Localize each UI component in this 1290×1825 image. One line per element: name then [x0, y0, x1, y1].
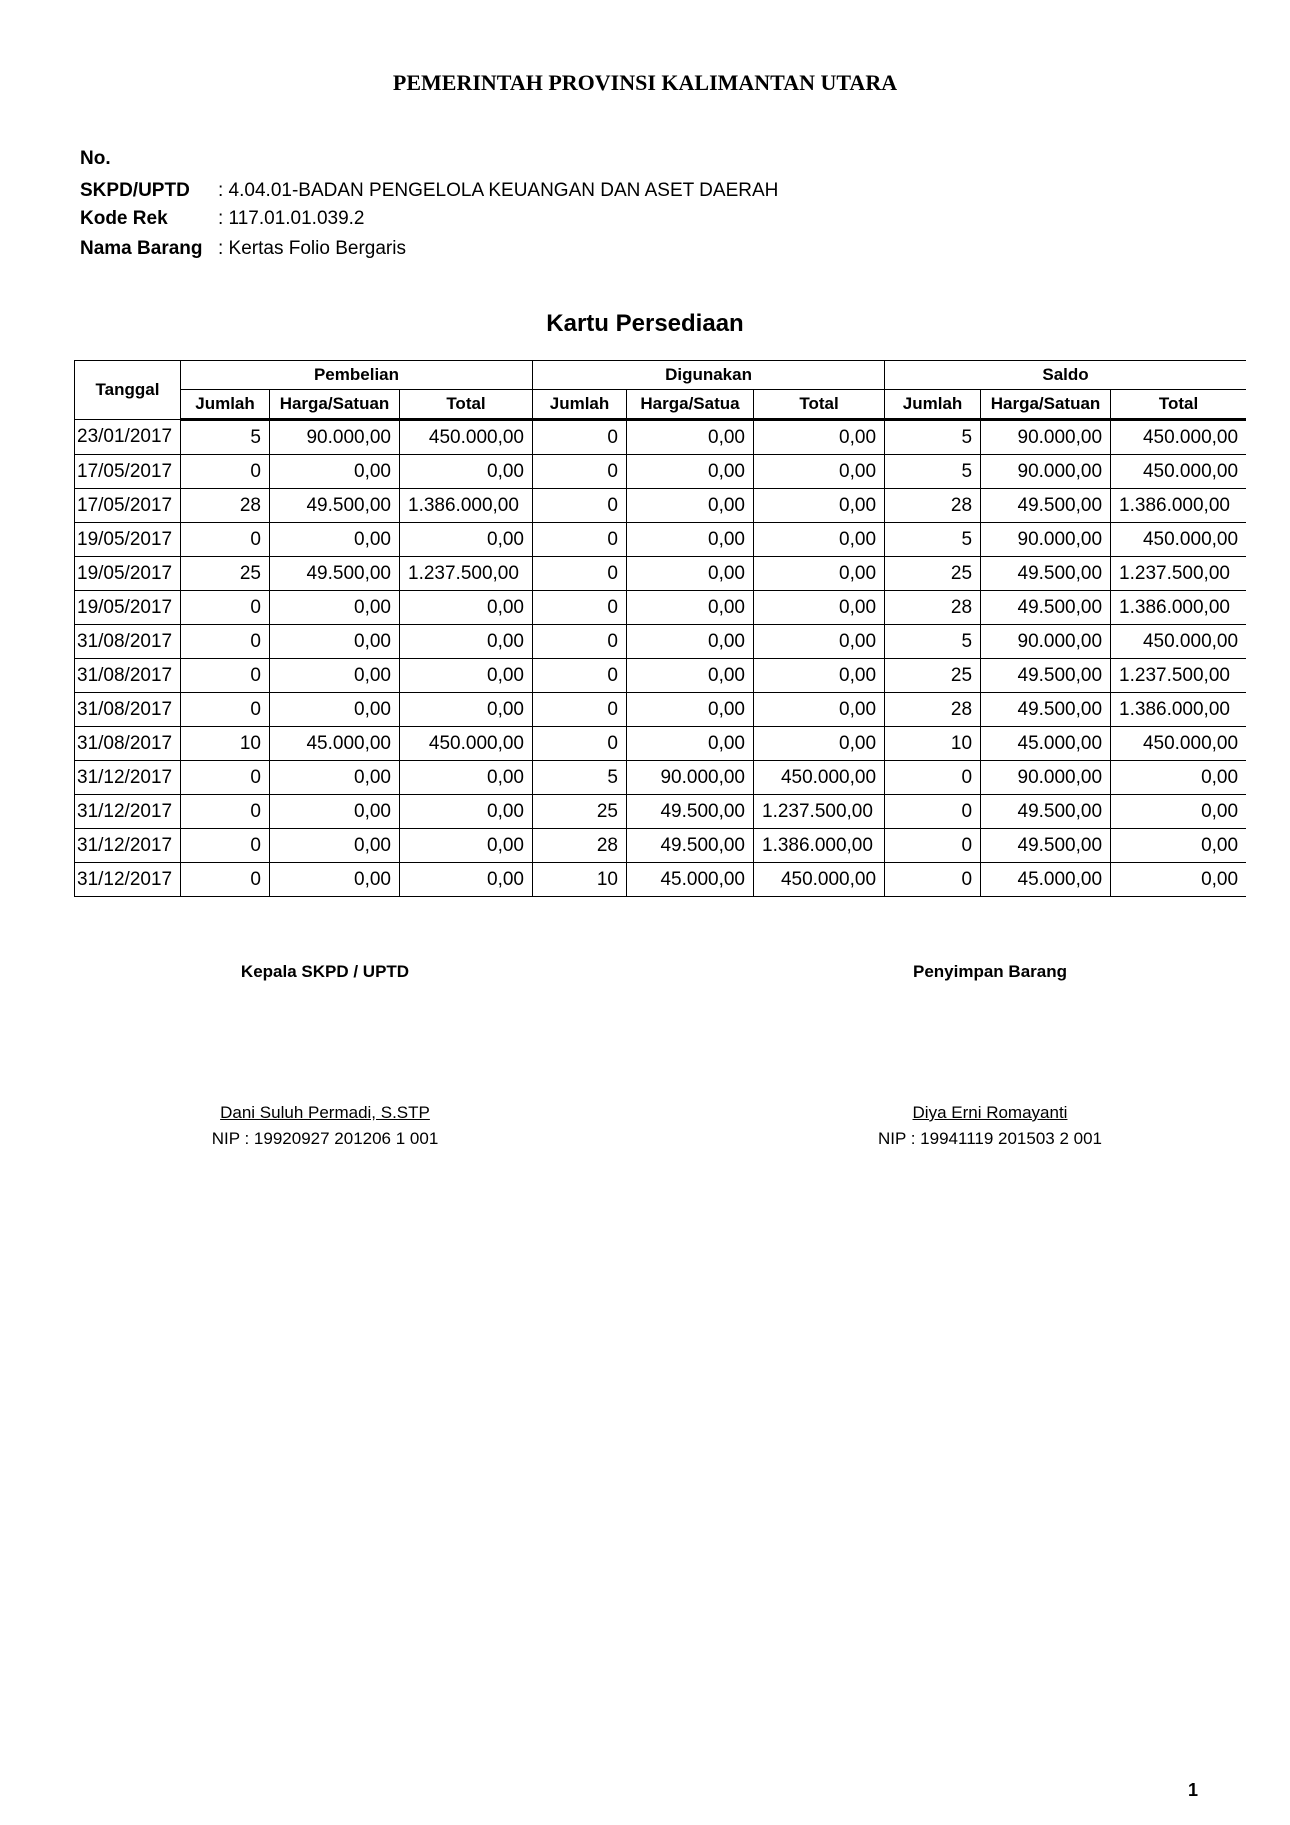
saldo-jumlah-cell: 5: [885, 420, 981, 455]
pembelian-jumlah-cell: 5: [181, 420, 270, 455]
pembelian-total-cell: 0,00: [400, 523, 533, 557]
pembelian-jumlah-cell: 0: [181, 659, 270, 693]
saldo-jumlah-cell: 28: [885, 489, 981, 523]
skpd-label: SKPD/UPTD: [80, 180, 190, 201]
saldo-total-cell: 1.386.000,00: [1111, 591, 1246, 625]
date-cell: 19/05/2017: [75, 591, 181, 625]
pembelian-total-header: Total: [400, 390, 533, 420]
digunakan-harga-cell: 0,00: [627, 727, 754, 761]
table-row: [75, 693, 1247, 727]
date-cell: 31/12/2017: [75, 829, 181, 863]
digunakan-total-cell: 0,00: [754, 591, 885, 625]
saldo-total-cell: 450.000,00: [1111, 625, 1246, 659]
saldo-header: Saldo: [885, 361, 1246, 390]
pembelian-jumlah-cell: 0: [181, 591, 270, 625]
digunakan-harga-cell: 0,00: [627, 557, 754, 591]
digunakan-jumlah-cell: 0: [533, 557, 627, 591]
table-body: [75, 420, 1247, 897]
digunakan-harga-cell: 0,00: [627, 693, 754, 727]
digunakan-jumlah-cell: 10: [533, 863, 627, 897]
table-row: [75, 455, 1247, 489]
digunakan-total-cell: 450.000,00: [754, 863, 885, 897]
digunakan-total-cell: 0,00: [754, 420, 885, 455]
nama-barang-value: : Kertas Folio Bergaris: [218, 238, 406, 259]
digunakan-jumlah-header: Jumlah: [533, 390, 627, 420]
pembelian-harga-cell: 0,00: [270, 693, 400, 727]
table-row: [75, 761, 1247, 795]
digunakan-harga-cell: 90.000,00: [627, 761, 754, 795]
pembelian-harga-header: Harga/Satuan: [270, 390, 400, 420]
saldo-total-header: Total: [1111, 390, 1246, 420]
table-row: [75, 829, 1247, 863]
saldo-jumlah-cell: 5: [885, 455, 981, 489]
digunakan-total-cell: 0,00: [754, 489, 885, 523]
digunakan-jumlah-cell: 0: [533, 625, 627, 659]
date-cell: 31/12/2017: [75, 795, 181, 829]
saldo-harga-cell: 90.000,00: [981, 523, 1111, 557]
table-subheader-row: [75, 390, 1247, 420]
pembelian-harga-cell: 90.000,00: [270, 420, 400, 455]
signature-left-name-block: [125, 1100, 525, 1152]
pembelian-total-cell: 1.237.500,00: [400, 557, 533, 591]
kepala-name: Dani Suluh Permadi, S.STP: [220, 1103, 430, 1122]
digunakan-total-header: Total: [754, 390, 885, 420]
saldo-harga-cell: 49.500,00: [981, 489, 1111, 523]
saldo-total-cell: 1.237.500,00: [1111, 557, 1246, 591]
digunakan-jumlah-cell: 28: [533, 829, 627, 863]
pembelian-total-cell: 0,00: [400, 455, 533, 489]
saldo-harga-cell: 49.500,00: [981, 591, 1111, 625]
pembelian-harga-cell: 0,00: [270, 795, 400, 829]
saldo-jumlah-cell: 5: [885, 625, 981, 659]
card-title: Kartu Persediaan: [546, 310, 744, 337]
penyimpan-title: Penyimpan Barang: [913, 962, 1067, 981]
digunakan-total-cell: 0,00: [754, 455, 885, 489]
date-cell: 31/08/2017: [75, 625, 181, 659]
tanggal-header: Tanggal: [75, 361, 181, 420]
date-cell: 17/05/2017: [75, 455, 181, 489]
pembelian-harga-cell: 49.500,00: [270, 557, 400, 591]
pembelian-jumlah-cell: 10: [181, 727, 270, 761]
saldo-jumlah-cell: 28: [885, 591, 981, 625]
saldo-total-cell: 0,00: [1111, 795, 1246, 829]
table-row: [75, 795, 1247, 829]
digunakan-total-cell: 1.386.000,00: [754, 829, 885, 863]
table-row: [75, 863, 1247, 897]
saldo-total-cell: 1.386.000,00: [1111, 489, 1246, 523]
digunakan-harga-cell: 0,00: [627, 591, 754, 625]
saldo-total-cell: 450.000,00: [1111, 523, 1246, 557]
table-row: [75, 489, 1247, 523]
signature-right-name-block: [790, 1100, 1190, 1152]
digunakan-total-cell: 0,00: [754, 625, 885, 659]
pembelian-jumlah-cell: 0: [181, 761, 270, 795]
kepala-title: Kepala SKPD / UPTD: [240, 962, 410, 981]
digunakan-total-cell: 0,00: [754, 727, 885, 761]
digunakan-jumlah-cell: 0: [533, 659, 627, 693]
date-cell: 17/05/2017: [75, 489, 181, 523]
table-row: [75, 727, 1247, 761]
saldo-harga-cell: 49.500,00: [981, 829, 1111, 863]
pembelian-harga-cell: 0,00: [270, 455, 400, 489]
digunakan-total-cell: 0,00: [754, 523, 885, 557]
date-cell: 23/01/2017: [75, 420, 181, 455]
digunakan-harga-cell: 0,00: [627, 455, 754, 489]
date-cell: 31/12/2017: [75, 863, 181, 897]
kepala-nip: NIP : 19920927 201206 1 001: [211, 1129, 439, 1148]
digunakan-header: Digunakan: [533, 361, 885, 390]
pembelian-jumlah-cell: 0: [181, 829, 270, 863]
saldo-jumlah-cell: 0: [885, 795, 981, 829]
saldo-harga-cell: 49.500,00: [981, 557, 1111, 591]
digunakan-harga-cell: 49.500,00: [627, 795, 754, 829]
table-row: [75, 420, 1247, 455]
pembelian-jumlah-cell: 0: [181, 625, 270, 659]
pembelian-jumlah-cell: 28: [181, 489, 270, 523]
digunakan-jumlah-cell: 0: [533, 727, 627, 761]
table-row: [75, 659, 1247, 693]
table-row: [75, 625, 1247, 659]
saldo-jumlah-cell: 5: [885, 523, 981, 557]
digunakan-harga-cell: 0,00: [627, 659, 754, 693]
saldo-harga-cell: 90.000,00: [981, 625, 1111, 659]
kode-rek-line: [80, 208, 365, 230]
pembelian-jumlah-header: Jumlah: [181, 390, 270, 420]
digunakan-harga-cell: 49.500,00: [627, 829, 754, 863]
pembelian-harga-cell: 0,00: [270, 761, 400, 795]
saldo-harga-cell: 90.000,00: [981, 420, 1111, 455]
digunakan-harga-header: Harga/Satua: [627, 390, 754, 420]
digunakan-harga-cell: 0,00: [627, 523, 754, 557]
digunakan-jumlah-cell: 0: [533, 455, 627, 489]
pembelian-total-cell: 0,00: [400, 659, 533, 693]
saldo-harga-cell: 90.000,00: [981, 455, 1111, 489]
digunakan-total-cell: 1.237.500,00: [754, 795, 885, 829]
skpd-value: : 4.04.01-BADAN PENGELOLA KEUANGAN DAN ASET DAERAH: [218, 180, 779, 201]
pembelian-jumlah-cell: 0: [181, 523, 270, 557]
government-title: PEMERINTAH PROVINSI KALIMANTAN UTARA: [392, 70, 898, 95]
number-line: [80, 148, 218, 170]
table-row: [75, 557, 1247, 591]
pembelian-harga-cell: 0,00: [270, 659, 400, 693]
signature-right: [790, 962, 1190, 982]
pembelian-harga-cell: 0,00: [270, 863, 400, 897]
date-cell: 31/08/2017: [75, 693, 181, 727]
saldo-total-cell: 450.000,00: [1111, 727, 1246, 761]
digunakan-harga-cell: 0,00: [627, 625, 754, 659]
pembelian-jumlah-cell: 0: [181, 863, 270, 897]
kode-rek-label: Kode Rek: [80, 208, 168, 229]
no-label: No.: [80, 148, 111, 169]
saldo-jumlah-cell: 0: [885, 863, 981, 897]
saldo-jumlah-cell: 0: [885, 761, 981, 795]
saldo-total-cell: 0,00: [1111, 761, 1246, 795]
saldo-jumlah-cell: 0: [885, 829, 981, 863]
nama-barang-label: Nama Barang: [80, 238, 203, 259]
saldo-harga-cell: 49.500,00: [981, 693, 1111, 727]
digunakan-jumlah-cell: 0: [533, 420, 627, 455]
digunakan-total-cell: 0,00: [754, 693, 885, 727]
saldo-total-cell: 450.000,00: [1111, 455, 1246, 489]
pembelian-total-cell: 0,00: [400, 795, 533, 829]
saldo-total-cell: 0,00: [1111, 829, 1246, 863]
saldo-harga-cell: 49.500,00: [981, 659, 1111, 693]
page-number: 1: [1188, 1780, 1199, 1800]
saldo-jumlah-cell: 10: [885, 727, 981, 761]
digunakan-jumlah-cell: 5: [533, 761, 627, 795]
saldo-harga-cell: 90.000,00: [981, 761, 1111, 795]
digunakan-total-cell: 0,00: [754, 557, 885, 591]
penyimpan-name: Diya Erni Romayanti: [912, 1103, 1068, 1122]
digunakan-harga-cell: 0,00: [627, 489, 754, 523]
saldo-jumlah-cell: 25: [885, 659, 981, 693]
date-cell: 31/08/2017: [75, 659, 181, 693]
pembelian-jumlah-cell: 0: [181, 455, 270, 489]
pembelian-total-cell: 0,00: [400, 625, 533, 659]
pembelian-harga-cell: 45.000,00: [270, 727, 400, 761]
saldo-total-cell: 1.386.000,00: [1111, 693, 1246, 727]
pembelian-header: Pembelian: [181, 361, 533, 390]
signature-left: [125, 962, 525, 982]
saldo-jumlah-cell: 25: [885, 557, 981, 591]
table-row: [75, 523, 1247, 557]
saldo-total-cell: 0,00: [1111, 863, 1246, 897]
digunakan-total-cell: 0,00: [754, 659, 885, 693]
table-group-header-row: [75, 361, 1247, 390]
saldo-harga-cell: 45.000,00: [981, 863, 1111, 897]
saldo-harga-cell: 49.500,00: [981, 795, 1111, 829]
nama-barang-line: [80, 238, 406, 260]
penyimpan-nip: NIP : 19941119 201503 2 001: [877, 1129, 1103, 1148]
pembelian-total-cell: 0,00: [400, 591, 533, 625]
date-cell: 31/08/2017: [75, 727, 181, 761]
pembelian-total-cell: 0,00: [400, 829, 533, 863]
date-cell: 19/05/2017: [75, 523, 181, 557]
saldo-total-cell: 1.237.500,00: [1111, 659, 1246, 693]
kode-rek-value: : 117.01.01.039.2: [218, 208, 365, 229]
pembelian-total-cell: 1.386.000,00: [400, 489, 533, 523]
pembelian-total-cell: 0,00: [400, 863, 533, 897]
saldo-jumlah-header: Jumlah: [885, 390, 981, 420]
saldo-total-cell: 450.000,00: [1111, 420, 1246, 455]
digunakan-harga-cell: 0,00: [627, 420, 754, 455]
pembelian-harga-cell: 0,00: [270, 625, 400, 659]
skpd-line: [80, 180, 778, 202]
digunakan-total-cell: 450.000,00: [754, 761, 885, 795]
date-cell: 31/12/2017: [75, 761, 181, 795]
digunakan-jumlah-cell: 0: [533, 591, 627, 625]
inventory-table-wrapper: [74, 360, 1246, 897]
saldo-harga-cell: 45.000,00: [981, 727, 1111, 761]
digunakan-harga-cell: 45.000,00: [627, 863, 754, 897]
pembelian-total-cell: 450.000,00: [400, 727, 533, 761]
saldo-jumlah-cell: 28: [885, 693, 981, 727]
pembelian-total-cell: 0,00: [400, 693, 533, 727]
table-row: [75, 591, 1247, 625]
inventory-table: [74, 360, 1246, 897]
pembelian-jumlah-cell: 0: [181, 693, 270, 727]
pembelian-harga-cell: 0,00: [270, 829, 400, 863]
digunakan-jumlah-cell: 0: [533, 693, 627, 727]
pembelian-jumlah-cell: 0: [181, 795, 270, 829]
pembelian-harga-cell: 0,00: [270, 591, 400, 625]
pembelian-harga-cell: 49.500,00: [270, 489, 400, 523]
date-cell: 19/05/2017: [75, 557, 181, 591]
pembelian-harga-cell: 0,00: [270, 523, 400, 557]
pembelian-total-cell: 450.000,00: [400, 420, 533, 455]
digunakan-jumlah-cell: 25: [533, 795, 627, 829]
saldo-harga-header: Harga/Satuan: [981, 390, 1111, 420]
pembelian-total-cell: 0,00: [400, 761, 533, 795]
pembelian-jumlah-cell: 25: [181, 557, 270, 591]
digunakan-jumlah-cell: 0: [533, 489, 627, 523]
digunakan-jumlah-cell: 0: [533, 523, 627, 557]
